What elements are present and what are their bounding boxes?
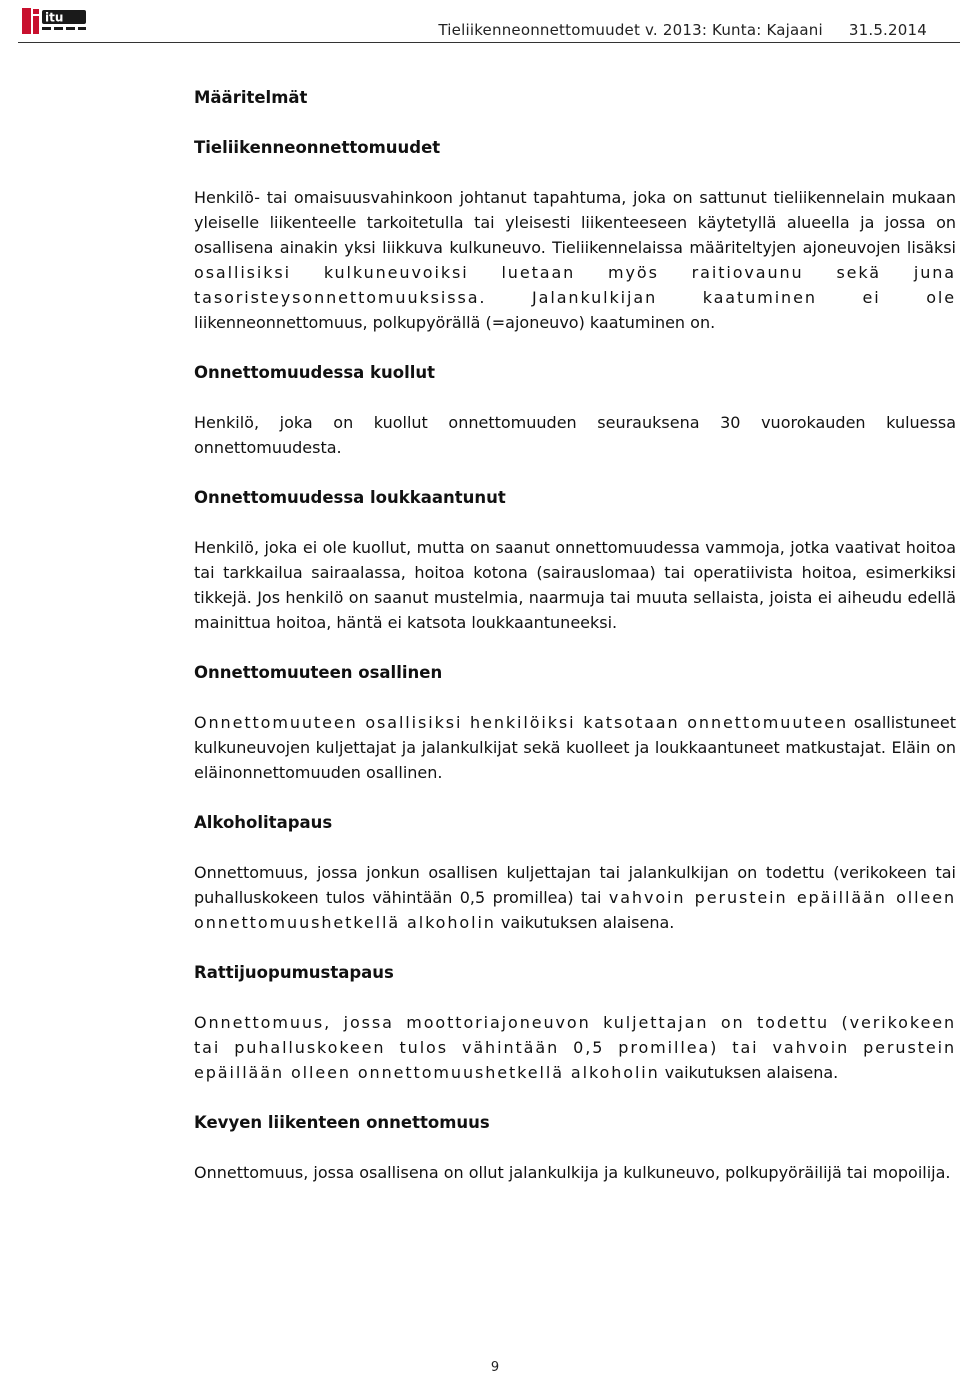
section-heading: Alkoholitapaus: [194, 813, 333, 832]
section-tieliikenneonnettomuudet: [194, 135, 956, 335]
section-kevyen-liikenteen-onnettomuus: [194, 1110, 956, 1185]
section-alkoholitapaus: [194, 810, 956, 935]
section-heading: Onnettomuudessa loukkaantunut: [194, 488, 506, 507]
section-body: Henkilö, joka on kuollut onnettomuuden seurauksena 30 vuorokauden kuluessa onnettomuudesta.: [194, 413, 956, 457]
section-body: Onnettomuus, jossa jonkun osallisen kuljettajan tai jalankulkijan on todettu (verikokeen tai puhalluskokeen tulos vähintään 0,5 promillea) tai vahvoin perustein epäillään olleen onnettomuushetkellä alkoholin vaikutuksen alaisena.: [194, 863, 956, 932]
section-body: Henkilö, joka ei ole kuollut, mutta on saanut onnettomuudessa vammoja, jotka vaativat hoitoa tai tarkkailua sairaalassa, hoitoa kotona (sairauslomaa) tai operatiivista hoitoa, esimerkiksi tikkejä. Jos henkilö on saanut mustelmia, naarmuja tai muuta sellaista, joista ei aiheudu edellä mainittua hoitoa, häntä ei katsota loukkaantuneeksi.: [194, 538, 956, 632]
section-body: Onnettomuuteen osallisiksi henkilöiksi katsotaan onnettomuuteen osallistuneet kulkuneuvojen kuljettajat ja jalankulkijat sekä kuolleet ja loukkaantuneet matkustajat. Eläin on eläinonnettomuuden osallinen.: [194, 713, 957, 782]
section-body: Onnettomuus, jossa moottoriajoneuvon kuljettajan on todettu (verikokeen tai puhalluskokeen tulos vähintään 0,5 promillea) tai vahvoin perustein epäillään olleen onnettomuushetkellä alkoholin vaikutuksen alaisena.: [194, 1013, 956, 1082]
section-heading: Tieliikenneonnettomuudet: [194, 138, 441, 157]
page-header: [0, 0, 960, 46]
header-divider: [18, 42, 960, 43]
report-date: 31.5.2014: [848, 21, 927, 39]
page-number: 9: [490, 1360, 500, 1375]
section-body: Henkilö- tai omaisuusvahinkoon johtanut tapahtuma, joka on sattunut tieliikennelain mukaan yleiselle liikenteelle tarkoitetulla tai yleisesti liikenteeseen käytetyllä alueella ja jossa on osallisena ainakin yksi liikkuva kulkuneuvo. Tieliikennelaissa määriteltyjen ajoneuvojen lisäksi osallisiksi kulkuneuvoiksi luetaan myös raitiovaunu sekä juna tasoristeysonnettomuuksissa. Jalankulkijan kaatuminen ei ole liikenneonnettomuus, polkupyörällä (=ajoneuvo) kaatuminen on.: [194, 188, 956, 332]
section-heading: Onnettomuuteen osallinen: [194, 663, 443, 682]
section-body: Onnettomuus, jossa osallisena on ollut jalankulkija ja kulkuneuvo, polkupyöräilijä tai mopoilija.: [194, 1163, 951, 1182]
section-rattijuopumustapaus: [194, 960, 956, 1085]
page-title: Määritelmät: [194, 88, 308, 107]
section-onnettomuudessa-loukkaantunut: [194, 485, 956, 635]
section-onnettomuudessa-kuollut: [194, 360, 956, 460]
svg-text:itu: itu: [45, 10, 64, 25]
header-title: [438, 21, 927, 39]
section-heading: Kevyen liikenteen onnettomuus: [194, 1113, 490, 1132]
section-onnettomuuteen-osallinen: [194, 660, 956, 785]
definitions-content: [194, 85, 956, 1210]
report-title: Tieliikenneonnettomuudet v. 2013: Kunta: Kajaani: [438, 21, 823, 39]
section-heading: Onnettomuudessa kuollut: [194, 363, 436, 382]
section-heading: Rattijuopumustapaus: [194, 963, 394, 982]
liitu-logo-icon: [20, 6, 88, 38]
